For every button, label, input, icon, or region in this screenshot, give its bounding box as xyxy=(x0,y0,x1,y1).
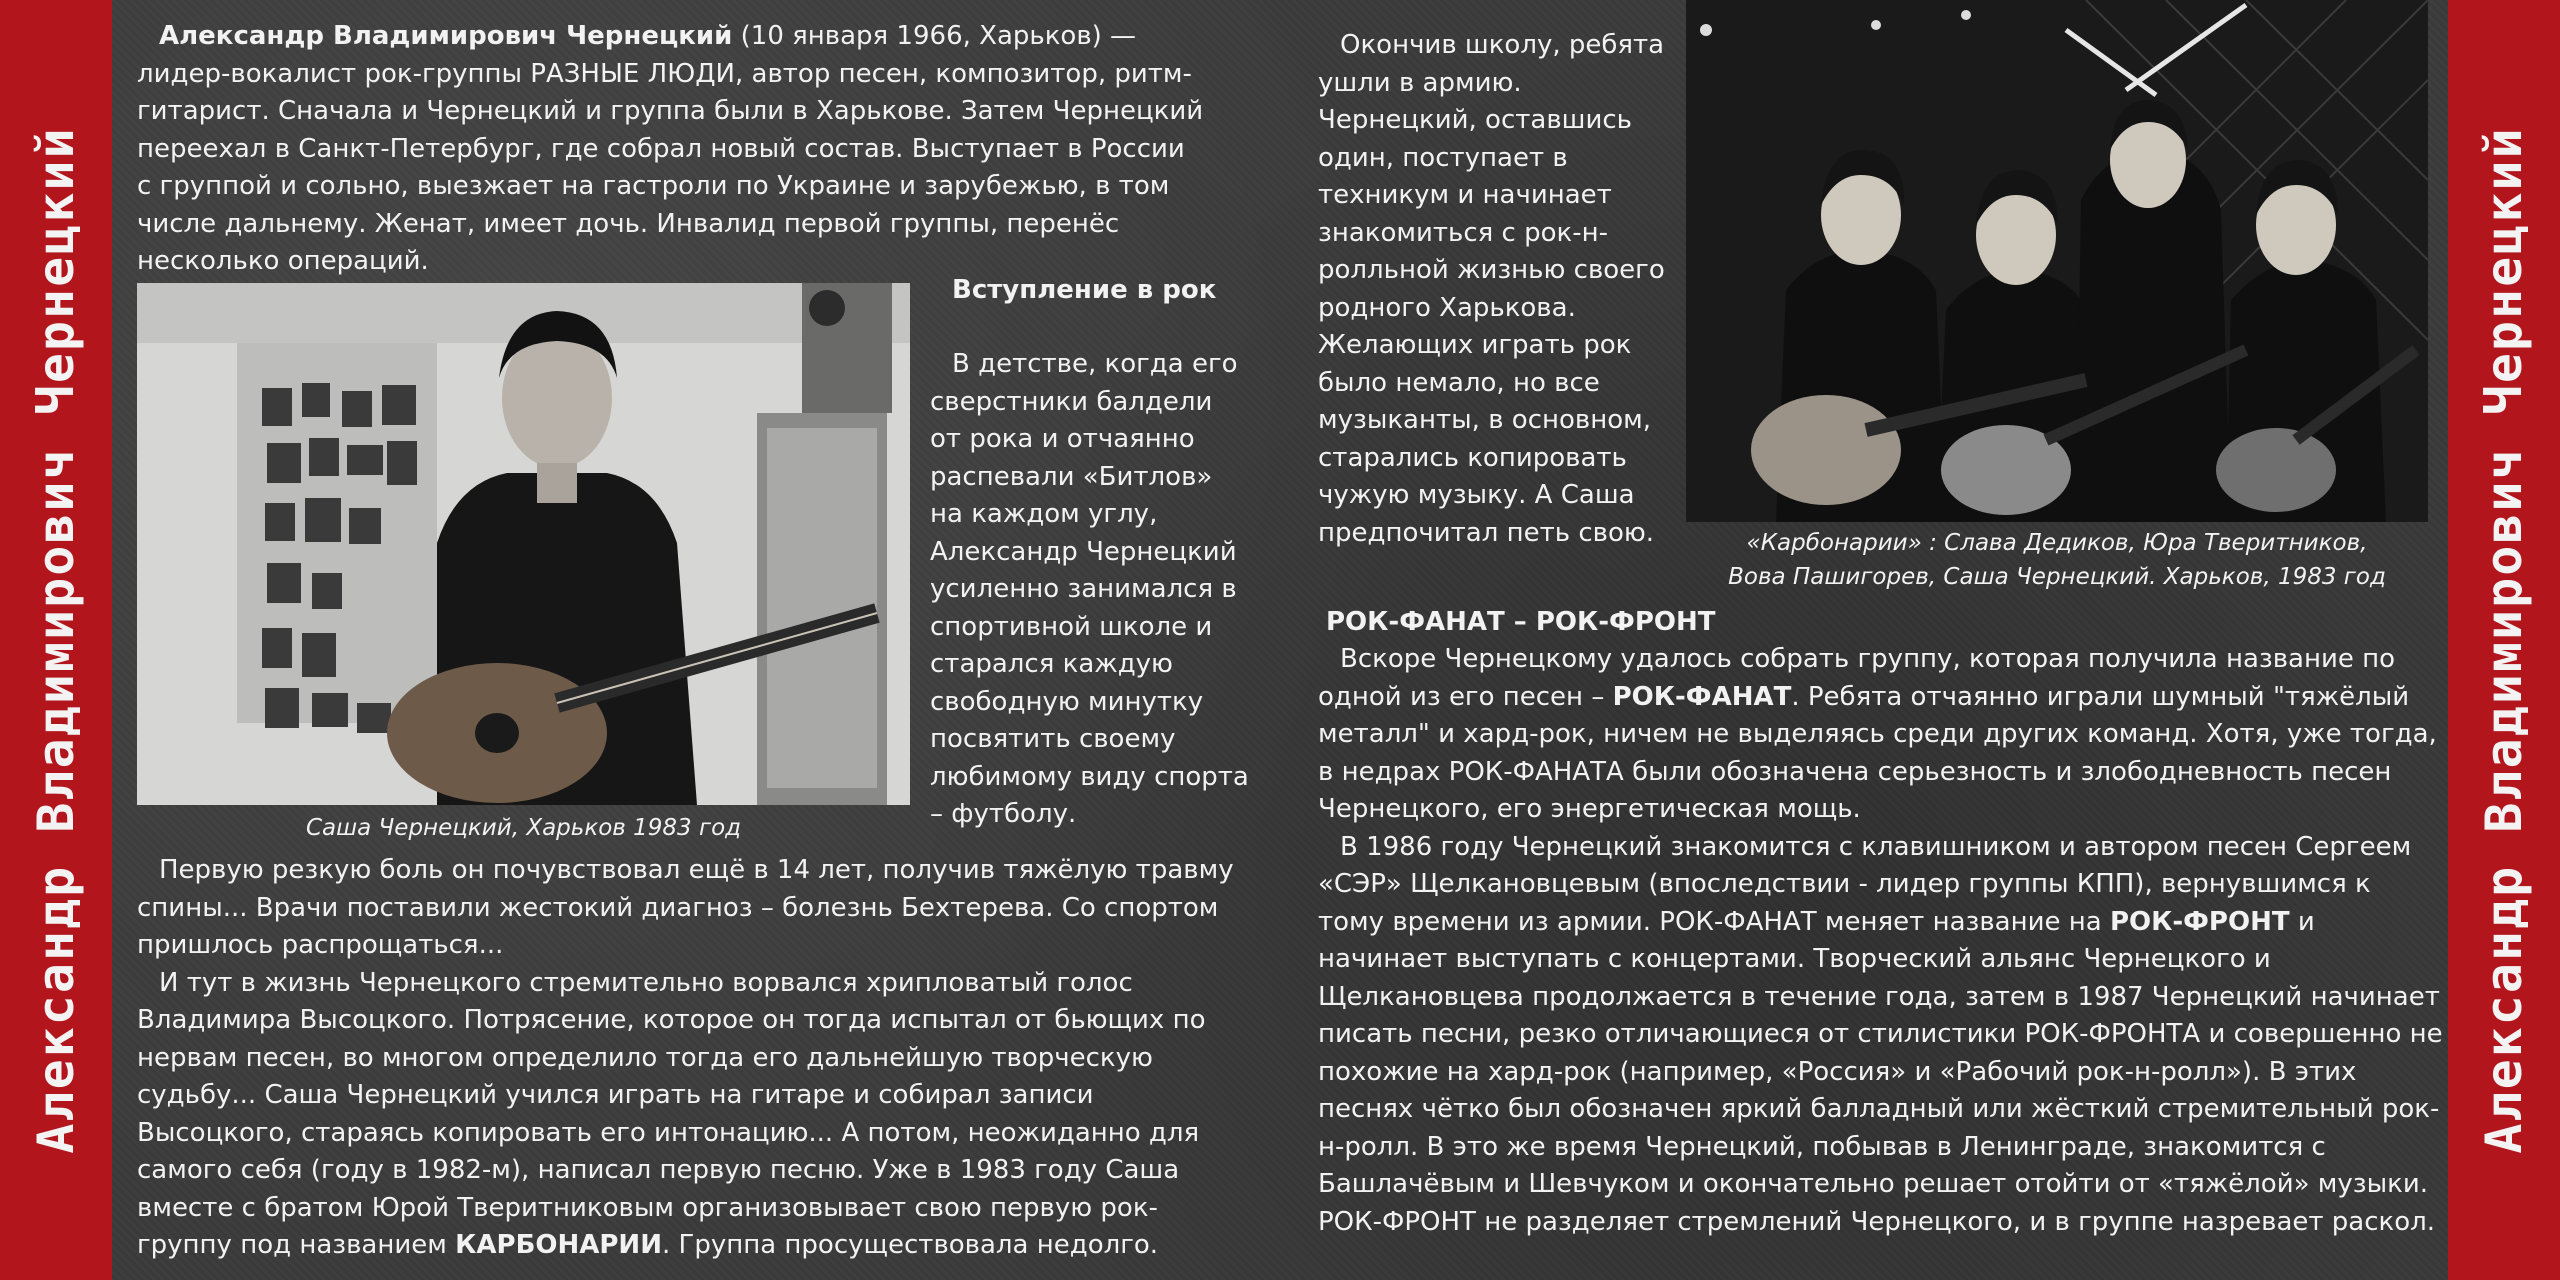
intro-paragraph xyxy=(137,18,1207,281)
photo-band-illustration xyxy=(1686,0,2428,522)
army-text xyxy=(1318,27,1670,552)
left-red-strip xyxy=(0,0,112,1280)
bottom-left-text xyxy=(137,852,1247,1265)
right-red-strip xyxy=(2448,0,2560,1280)
section-front-p1-b: . Ребята отчаянно играли шумный "тяжёлый металл" и хард-рок, ничем не выделяясь среди других команд. Хотя, уже тогда, в недрах РОК-ФАНАТА были обозначена серьезность и злободневность песен Чернецкого, его энергетическая мощь. xyxy=(1318,681,2437,824)
bottom-left-p2-bold: КАРБОНАРИИ xyxy=(455,1230,662,1260)
section-rock-text xyxy=(930,346,1250,834)
side-title-left: Александр Владимирович Чернецкий xyxy=(27,126,85,1154)
section-front-p1-a: Вскоре Чернецкому удалось собрать группу, которая получила название по одной из его песен – xyxy=(1318,644,2396,712)
section-rock-paragraph: В детстве, когда его сверстники балдели от рока и отчаянно распевали «Битлов» на каждом углу, Александр Чернецкий усиленно занимался в спортивной школе и старался каждую свободную минутку посвятить своему любимому виду спорта – футболу. xyxy=(930,349,1249,829)
photo-sasha-with-guitar xyxy=(137,283,910,805)
photo-carbonarii-band xyxy=(1686,0,2428,522)
side-title-right: Александр Владимирович Чернецкий xyxy=(2475,126,2533,1154)
photo-sasha-caption: Саша Чернецкий, Харьков 1983 год xyxy=(305,815,742,841)
photo-sasha-illustration xyxy=(137,283,910,805)
section-rock-heading: Вступление в рок xyxy=(952,275,1217,305)
bottom-left-p1: Первую резкую боль он почувствовал ещё в 14 лет, получив тяжёлую травму спины... Врачи поставили жестокий диагноз – болезнь Бехтерева. Со спортом пришлось распрощаться... xyxy=(137,855,1234,960)
section-front-text xyxy=(1318,641,2444,1241)
section-front-p2-a: В 1986 году Чернецкий знакомится с клавишником и автором песен Сергеем «СЭР» Щелкановцевым (впоследствии - лидер группы КПП), вернувшимся к тому времени из армии. РОК-ФАНАТ меняет название на xyxy=(1318,831,2412,937)
bottom-left-p2-end: . Группа просуществовала недолго. xyxy=(661,1230,1159,1260)
intro-text: (10 января 1966, Харьков) — лидер-вокалист рок-группы РАЗНЫЕ ЛЮДИ, автор песен, композитор, ритм-гитарист. Сначала и Чернецкий и группа были в Харькове. Затем Чернецкий переехал в Санкт-Петербург, где собрал новый состав. Выступает в России с группой и сольно, выезжает на гастроли по Украине и зарубежью, в том числе дальнему. Женат, имеет дочь. Инвалид первой группы, перенёс несколько операций. xyxy=(137,21,1204,276)
bottom-left-p2-start: И тут в жизнь Чернецкого стремительно ворвался хрипловатый голос Владимира Высоцкого. Потрясение, которое он тогда испытал от бьющих по нервам песен, во многом определило тогда его дальнейшую творческую судьбу... Саша Чернецкий учился играть на гитаре и собирал записи Высоцкого, стараясь копировать его интонацию... А потом, неожиданно для самого себя (году в 1982-м), написал первую песню. Уже в 1983 году Саша вместе с братом Юрой Тверитниковым организовывает свою первую рок-группу под названием xyxy=(137,967,1206,1260)
section-front-p1-bold: РОК-ФАНАТ xyxy=(1612,681,1792,712)
bottom-left-p2 xyxy=(137,965,1247,1265)
section-front-p2-b: и начинает выступать с концертами. Творческий альянс Чернецкого и Щелкановцева продолжается в течение года, затем в 1987 Чернецкий начинает писать песни, резко отличающиеся от стилистики РОК-ФРОНТА и совершенно не похожие на хард-рок (например, «Россия» и «Рабочий рок-н-ролл»). В этих песнях чётко был обозначен яркий балладный или жёсткий стремительный рок-н-ролл. В это же время Чернецкий, побывав в Ленинграде, знакомится с Башлачёвым и Шевчуком и окончательно решает отойти от «тяжёлой» музыки. РОК-ФРОНТ не разделяет стремлений Чернецкого, и в группе назревает раскол. xyxy=(1318,906,2443,1237)
section-front-p2 xyxy=(1318,829,2444,1242)
section-front-p2-bold: РОК-ФРОНТ xyxy=(2109,906,2290,937)
army-paragraph: Окончив школу, ребята ушли в армию. Чернецкий, оставшись один, поступает в техникум и начинает знакомиться с рок-н-ролльной жизнью своего родного Харькова. Желающих играть рок было немало, но все музыканты, в основном, старались копировать чужую музыку. А Саша предпочитал петь свою. xyxy=(1318,30,1665,548)
section-front-heading: РОК-ФАНАТ – РОК-ФРОНТ xyxy=(1326,607,1716,637)
photo-band-caption: «Карбонарии» : Слава Дедиков, Юра Тверитников, Вова Пашигорев, Саша Чернецкий. Харьков, 1983 год xyxy=(1728,530,2386,590)
section-front-p1 xyxy=(1318,641,2444,829)
intro-name: Александр Владимирович Чернецкий xyxy=(159,21,733,51)
